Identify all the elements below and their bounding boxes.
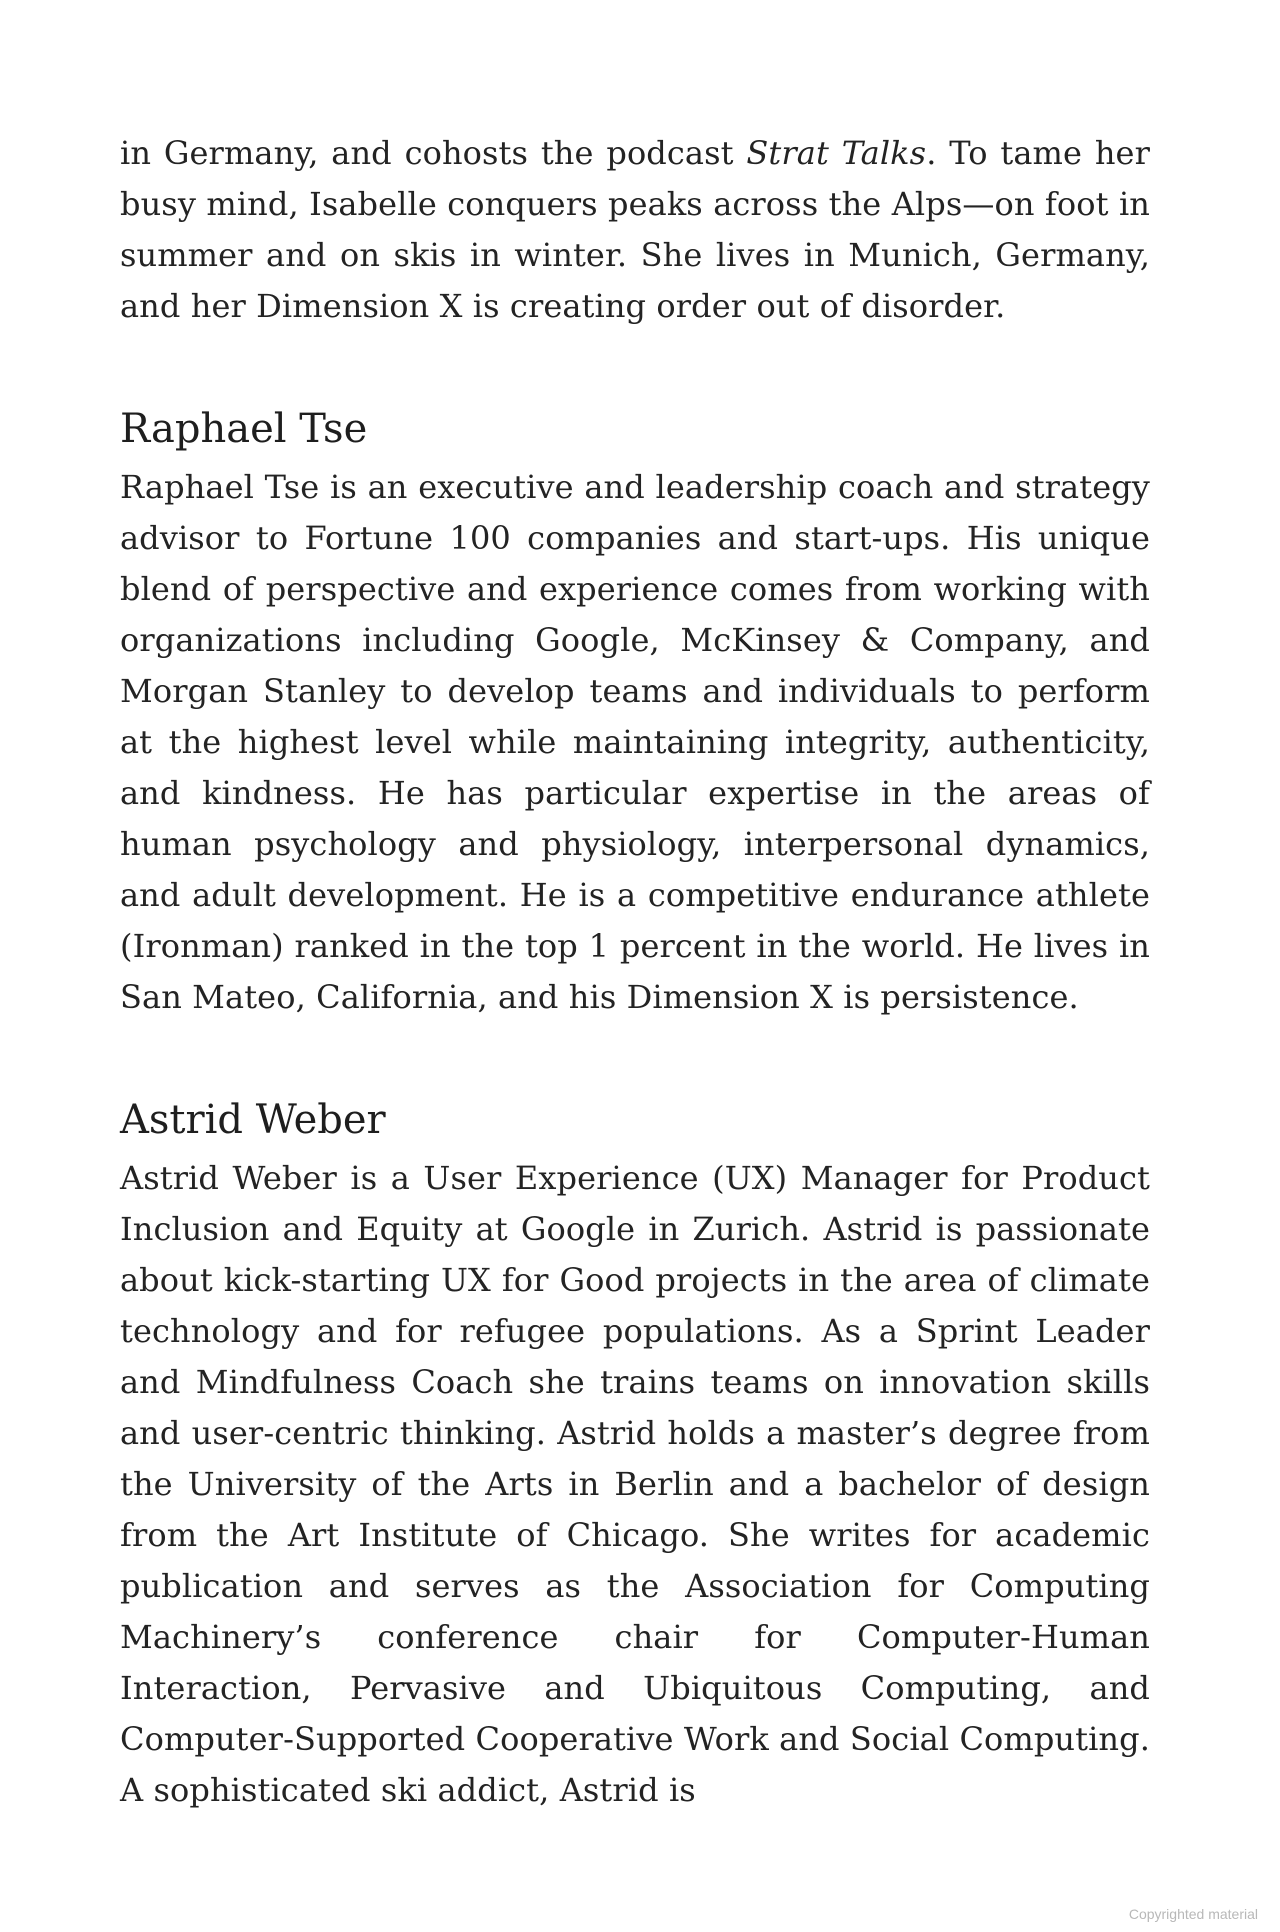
bio-section-astrid-weber <box>120 1095 1150 1816</box>
bio-name-heading: Astrid Weber <box>120 1097 386 1143</box>
intro-text-end: . To tame her busy mind, Isabelle conquers peaks across the Alps—on foot in summer and on skis in winter. She lives in Munich, Germany, and her Dimension X is creating order out of disorder. <box>120 134 1150 325</box>
bio-name-heading: Raphael Tse <box>120 406 368 452</box>
bio-section-raphael-tse <box>120 404 1150 1023</box>
copyright-watermark: Copyrighted material <box>1128 1906 1258 1922</box>
bio-paragraph: Raphael Tse is an executive and leadership coach and strategy advisor to Fortune 100 companies and start-ups. His unique blend of perspective and experience comes from working with organizations including Google, McKinsey & Company, and Morgan Stanley to develop teams and individuals to perform at the highest level while maintaining integrity, authenticity, and kindness. He has particular expertise in the areas of human psychology and physiology, interpersonal dynamics, and adult development. He is a competitive endurance athlete (Ironman) ranked in the top 1 percent in the world. He lives in San Mateo, California, and his Dimension X is persistence. <box>120 468 1150 1016</box>
bio-paragraph: Astrid Weber is a User Experience (UX) Manager for Product Inclusion and Equity at Google in Zurich. Astrid is passionate about kick-starting UX for Good projects in the area of climate technology and for refugee populations. As a Sprint Leader and Mindfulness Coach she trains teams on innovation skills and user-centric thinking. Astrid holds a master’s degree from the University of the Arts in Berlin and a bachelor of design from the Art Institute of Chicago. She writes for academic publication and serves as the Association for Computing Machinery’s conference chair for Computer-Human Interaction, Pervasive and Ubiquitous Computing, and Computer-Supported Cooperative Work and Social Computing. A sophisticated ski addict, Astrid is <box>120 1159 1150 1809</box>
page-content <box>120 128 1150 1816</box>
podcast-title: Strat Talks <box>746 134 927 172</box>
intro-text-start: in Germany, and cohosts the podcast <box>120 134 747 172</box>
intro-paragraph <box>120 128 1150 332</box>
